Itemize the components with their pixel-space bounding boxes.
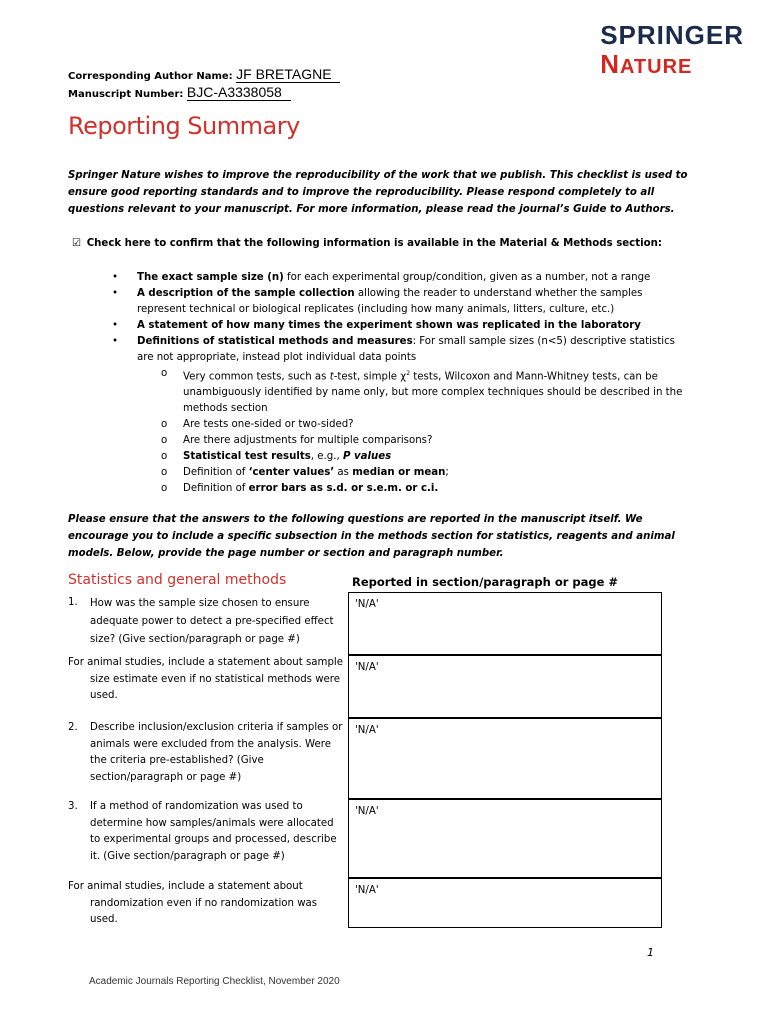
author-name-label: Corresponding Author Name: (68, 71, 233, 82)
question-text: For animal studies, include a statement about randomization even if no randomization was used. (68, 881, 318, 925)
manuscript-number-label: Manuscript Number: (68, 89, 184, 100)
sub-list-item: o Are there adjustments for multiple comparisons? (137, 433, 692, 449)
author-name-field[interactable]: JF BRETAGNE (236, 66, 340, 83)
section-heading: Statistics and general methods (68, 572, 287, 588)
question-number: 1. (68, 597, 78, 608)
manuscript-number-row (68, 84, 291, 101)
question-number: 2. (68, 722, 78, 733)
logo-line1: SPRINGER (600, 20, 744, 50)
question-animal-sample-size (68, 655, 344, 705)
page-footer: Academic Journals Reporting Checklist, November 2020 (89, 976, 340, 987)
checked-checkbox[interactable]: ☑ (72, 238, 82, 249)
methods-checklist (112, 270, 692, 497)
list-item: • Definitions of statistical methods and measures: For small sample sizes (n<5) descriptive statistics are not appropriate, instead plot individual data points o Very common tests, such as t-test, simple $\chi^2$ tests, Wilcoxon and Mann-Whitney tests, can be unambiguously identified by name only, but more complex techniques should be described in the methods section o Are tests one-sided or two-sided? o Are there adjustments for multiple comparisons? o Statistical test results, e.g., P values o Definition of ‘center values’ as median or mean; o Definition of error bars as s.d. or s.e.m. or c.i. (112, 334, 692, 497)
list-item: • A statement of how many times the experiment shown was replicated in the laboratory (112, 318, 692, 334)
question-2 (68, 720, 344, 786)
intro-paragraph: Springer Nature wishes to improve the reproducibility of the work that we publish. This checklist is used to ensure good reporting standards and to improve the reproducibility. Please respond completely to all questions relevant to your manuscript. For more information, please read the journal’s Guide to Authors. (68, 170, 688, 215)
manuscript-number-field[interactable]: BJC-A3338058 (187, 84, 291, 101)
statistics-sublist (137, 366, 692, 497)
confirm-checkbox-label: Check here to confirm that the following information is available in the Material & Methods section: (86, 238, 662, 249)
confirm-checkbox-row (72, 238, 662, 249)
list-item: • A description of the sample collection allowing the reader to understand whether the samples represent technical or biological replicates (including how many animals, litters, culture, etc.) (112, 286, 692, 318)
question-number: 3. (68, 801, 78, 812)
author-name-row (68, 66, 340, 83)
question-1 (68, 595, 344, 649)
logo-line2-rest: ATURE (619, 56, 693, 78)
answer-field-4[interactable]: 'N/A' (348, 799, 662, 878)
answer-field-3[interactable]: 'N/A' (348, 718, 662, 799)
question-text: Describe inclusion/exclusion criteria if samples or animals were excluded from the analysis. Were the criteria pre-established? (Give section/paragraph or page #) (90, 722, 343, 783)
page-title: Reporting Summary (68, 112, 300, 140)
question-animal-randomization (68, 879, 344, 929)
sub-list-item: o Definition of error bars as s.d. or s.e.m. or c.i. (137, 481, 692, 497)
logo-line2 (600, 51, 744, 77)
question-3 (68, 799, 344, 865)
answer-field-2[interactable]: 'N/A' (348, 655, 662, 718)
logo-line2-initial: N (600, 49, 620, 79)
instructions-paragraph: Please ensure that the answers to the following questions are reported in the manuscript itself. We encourage you to include a specific subsection in the methods section for statistics, reagents and animal models. Below, provide the page number or section and paragraph number. (68, 514, 675, 559)
springer-nature-logo (600, 22, 744, 77)
page-number: 1 (647, 946, 654, 959)
question-text: For animal studies, include a statement about sample size estimate even if no statistical methods were used. (68, 657, 344, 701)
question-text: If a method of randomization was used to determine how samples/animals were allocated to experimental groups and processed, describe it. (Give section/paragraph or page #) (90, 801, 337, 862)
answer-column-heading: Reported in section/paragraph or page # (352, 575, 619, 589)
sub-list-item: o Are tests one-sided or two-sided? (137, 417, 692, 433)
sub-list-item: o Very common tests, such as t-test, simple $\chi^2$ tests, Wilcoxon and Mann-Whitney tests, can be unambiguously identified by name only, but more complex techniques should be described in the methods section (137, 366, 692, 417)
sub-list-item: o Definition of ‘center values’ as median or mean; (137, 465, 692, 481)
sub-list-item: o Statistical test results, e.g., P values (137, 449, 692, 465)
answer-field-1[interactable]: 'N/A' (348, 592, 662, 655)
answer-field-5[interactable]: 'N/A' (348, 878, 662, 928)
question-text: How was the sample size chosen to ensure adequate power to detect a pre-specified effect size? (Give section/paragraph or page #) (90, 598, 334, 645)
list-item: • The exact sample size (n) for each experimental group/condition, given as a number, not a range (112, 270, 692, 286)
